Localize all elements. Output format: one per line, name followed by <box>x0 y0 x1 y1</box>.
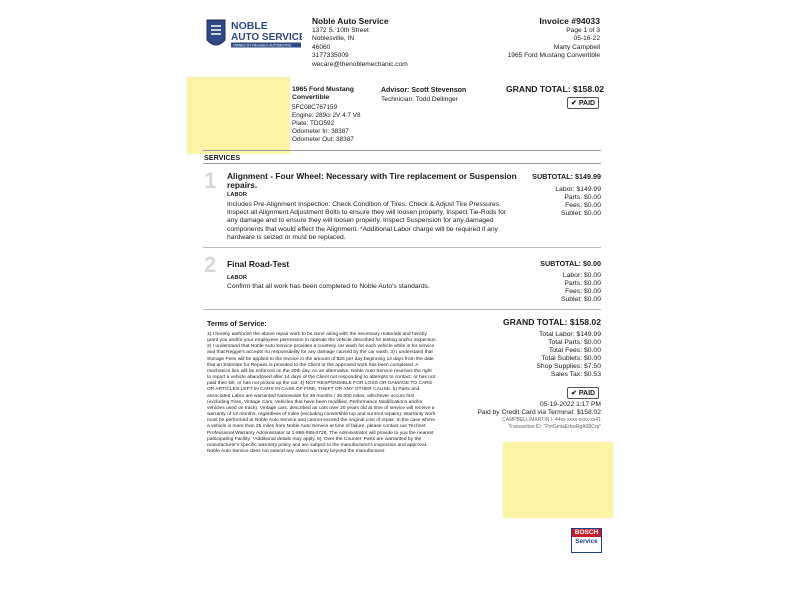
invoice-number: Invoice #94033 <box>539 16 600 26</box>
service-subtotal: SUBTOTAL: $0.00 <box>540 259 601 268</box>
invoice-vehicle: 1965 Ford Mustang Convertible <box>507 52 600 60</box>
total-parts: Total Parts: $0.00 <box>548 338 601 346</box>
labor-cost: Labor: $149.99 <box>555 186 601 193</box>
technician-name: Technician: Todd Dellinger <box>381 96 458 103</box>
sticky-note-redaction-top <box>187 77 290 154</box>
shop-supplies: Shop Supplies: $7.50 <box>536 362 601 370</box>
odometer-in: Odometer In: 38387 <box>292 127 349 135</box>
advisor-info <box>381 86 466 104</box>
service-costs <box>530 186 601 218</box>
parts-cost: Parts: $0.00 <box>564 193 601 201</box>
logo-line1: NOBLE <box>231 20 268 32</box>
shop-phone: 3177335009 <box>312 52 349 60</box>
sales-tax: Sales Tax: $0.53 <box>550 370 601 378</box>
terms-heading: Terms of Service: <box>207 319 267 328</box>
total-sublets: Total Sublets: $0.00 <box>541 354 601 362</box>
paid-badge-bottom <box>567 387 599 399</box>
sticky-note-redaction-bottom <box>503 442 613 518</box>
customer-name: Marty Campbell <box>553 43 600 51</box>
payment-transaction: Transaction ID: "PotGmlaErkwRgA08Crp" <box>508 423 601 430</box>
service-description: Confirm that all work has been completed to Noble Auto's standards. <box>227 283 430 290</box>
check-icon: ✔ <box>571 100 577 107</box>
vehicle-name-line2: Convertible <box>292 94 330 101</box>
service-costs <box>530 272 601 304</box>
fees-cost: Fees: $0.00 <box>565 287 601 295</box>
sublet-cost: Sublet: $0.00 <box>560 295 601 303</box>
service-label: Service <box>575 538 598 545</box>
service-description: Includes Pre-Alignment Inspection: Check Condition of Tires. Check & Adjust Tire Pressures. Inspect all Alignment Adjustment Bolts to ensure they will loosen properly. Inspect Tie-Rods for any damage and to ensure they will loosen properly. Inspect Suspension for any damaged components that would effect the Alignment. *Additional Labor charge will be required if any hardware is seized or must be replaced. <box>227 201 507 241</box>
payment-card: CAMPBELL/MARTIN I. 44xx-xxxx-xxxx-xx41 <box>502 417 601 424</box>
shop-zip: 46060 <box>312 43 331 51</box>
logo-tagline: OWNED BY REGGIE'S AUTOMOTIVE <box>233 43 292 48</box>
vehicle-info <box>292 86 361 144</box>
service-number: 2 <box>204 252 217 277</box>
logo-graphic <box>205 18 302 52</box>
service-subtotal: SUBTOTAL: $149.99 <box>532 172 601 181</box>
parts-cost: Parts: $0.00 <box>564 279 601 287</box>
invoice-date: 05-16-22 <box>573 35 600 43</box>
shop-address-1: 1372 S. 10th Street <box>312 27 369 34</box>
service-title: Final Road-Test <box>227 259 290 269</box>
shop-logo <box>205 18 302 52</box>
divider <box>203 309 601 310</box>
paid-badge-top <box>567 97 599 109</box>
service-number: 1 <box>204 168 217 193</box>
invoice-info <box>500 16 600 61</box>
shop-info <box>312 16 408 69</box>
labor-label: LABOR <box>227 275 247 281</box>
page-count: Page 1 of 3 <box>566 27 600 34</box>
paid-label: PAID <box>578 389 596 397</box>
vehicle-plate: Plate: TDO592 <box>292 119 335 127</box>
bosch-label: BOSCH <box>572 529 601 537</box>
logo-line2: AUTO SERVICE <box>231 32 302 43</box>
grand-total-header: GRAND TOTAL: $158.02 <box>506 84 605 94</box>
terms-body: 1) I hereby authorize the above repair work to be done along with the necessary materials and hereby grant you and/or your employees permission to operate the vehicle described for testing and/or inspection. 2) I understand that Noble Auto Service provides a courtesy car wash for each vehicle while in for service and that Reggie's accepts no responsibility for any damage caused by the car wash. 3) I understand that Storage Fees will be applied to the Invoice in the amount of $25 per day beginning 14 days from the date that an Estimate for Repairs is provided to the Client or the approved work has been completed. A mechanics lien will be enforced on the 30th day. As an alternative, Noble Auto Service reserves the right to report a vehicle abandoned after 14 days of the Client not responding to attempts to contact, or has not paid their bill, or has not picked up the car. 4) NOT RESPONSIBLE FOR LOSS OR DAMAGE TO CARS OR ARTICLES LEFT IN CARS IN CASE OF FIRE, THEFT OR ANY OTHER CAUSE. 5) Parts and associated Labor are warranted Nationwide for 36 months / 36,000 miles, whichever occurs first (excluding Tires, Vintage Cars, Vehicles that have been modified, Performance Modifications and/or vehicles used on track). Vintage cars, described as cars over 20 years old at time of service will receive a warranty of 12 months, regardless of miles (excluding convertible top and sunroof repairs). Warranty work must be performed at Noble Auto Service and cannot exceed the original cost of repair. In the case where a vehicle is more than 25 miles from Noble Auto Service at time of failure, please contact our Technet Professional Warranty Administrator at 1-866-588-0728. The Administrator will provide to you the nearest participating Facility. *Additional details may apply. 6) 'Over the Counter' Parts are warranted by the manufacturer's specific warranty policy and are subject to the manufacturer's inspection and approval. Noble Auto Service does not extend any stated warranty beyond the manufacturer. <box>207 332 437 454</box>
shop-email: wecare@thenoblemechanic.com <box>312 60 408 68</box>
shop-address-2: Noblesville, IN <box>312 35 355 43</box>
shop-name: Noble Auto Service <box>312 16 389 26</box>
service-title: Alignment - Four Wheel: Necessary with Tire replacement or Suspension repairs. <box>227 171 517 191</box>
payment-datetime: 05-19-2022 1:17 PM <box>540 401 601 408</box>
bosch-service-badge <box>571 528 602 553</box>
odometer-out: Odometer Out: 38387 <box>292 135 354 143</box>
fees-cost: Fees: $0.00 <box>565 201 601 209</box>
total-fees: Total Fees: $0.00 <box>548 346 601 354</box>
services-heading: SERVICES <box>204 153 241 162</box>
divider <box>203 150 601 151</box>
payment-method: Paid by Credit Card via Terminal: $158.02 <box>477 409 601 417</box>
vehicle-vin: 5FC08C767159 <box>292 104 338 111</box>
labor-label: LABOR <box>227 192 247 198</box>
paid-label: PAID <box>578 99 596 107</box>
vehicle-name-line1: 1965 Ford Mustang <box>292 86 354 93</box>
check-icon: ✔ <box>571 390 577 397</box>
grand-total: GRAND TOTAL: $158.02 <box>502 317 601 327</box>
labor-cost: Labor: $0.00 <box>562 272 601 279</box>
divider <box>203 247 601 248</box>
totals-block <box>495 317 601 378</box>
payment-info <box>470 401 601 430</box>
sublet-cost: Sublet: $0.00 <box>560 209 601 217</box>
total-labor: Total Labor: $149.99 <box>539 331 601 338</box>
vehicle-engine: Engine: 289ci 2V 4.7 V8 <box>292 111 361 119</box>
divider <box>203 163 601 164</box>
advisor-name: Advisor: Scott Stevenson <box>381 87 467 94</box>
